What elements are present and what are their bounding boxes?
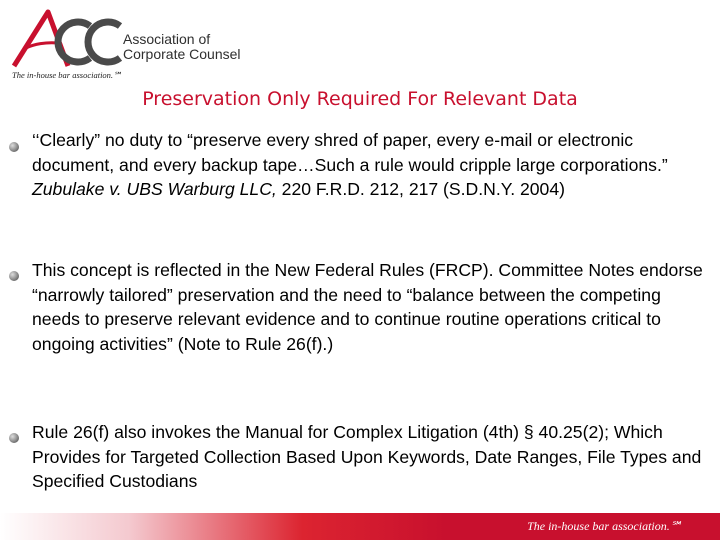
case-citation-reference: 220 F.R.D. 212, 217 (S.D.N.Y. 2004) <box>276 179 565 199</box>
bullet-item-frcp <box>32 258 704 356</box>
logo-tagline: The in-house bar association.℠ <box>12 70 122 80</box>
bullet-icon <box>9 271 19 281</box>
bullet-text: This concept is reflected in the New Federal Rules (FRCP). Committee Notes endorse “narrowly tailored” preservation and the need to “balance between the competing needs to preserve relevant evidence and to continue routine operations critical to ongoing activities” (Note to Rule 26(f).) <box>32 260 703 354</box>
slide-title: Preservation Only Required For Relevant Data <box>142 88 578 110</box>
bullet-item-manual <box>32 420 704 494</box>
bullet-text <box>32 130 668 199</box>
footer-bar <box>0 513 720 540</box>
bullet-icon <box>9 142 19 152</box>
bullet-item-zubulake <box>32 128 704 202</box>
bullet-text: Rule 26(f) also invokes the Manual for Complex Litigation (4th) § 40.25(2); Which Provides for Targeted Collection Based Upon Keywords, Date Ranges, File Types and Specified Custodians <box>32 422 702 491</box>
acc-logo-mark <box>10 8 125 70</box>
acc-logo <box>10 8 240 83</box>
logo-org-line2: Corporate Counsel <box>123 46 241 62</box>
logo-org-line1: Association of <box>123 31 211 47</box>
bullet-icon <box>9 433 19 443</box>
footer-tagline: The in-house bar association.℠ <box>527 519 682 533</box>
bullet-text-intro: ‘‘Clearly” no duty to “preserve every shred of paper, every e-mail or electronic document, and every backup tape…Such a rule would cripple large corporations.” <box>32 130 668 175</box>
logo-org-name <box>123 32 241 62</box>
case-citation-name: Zubulake v. UBS Warburg LLC, <box>32 179 277 199</box>
